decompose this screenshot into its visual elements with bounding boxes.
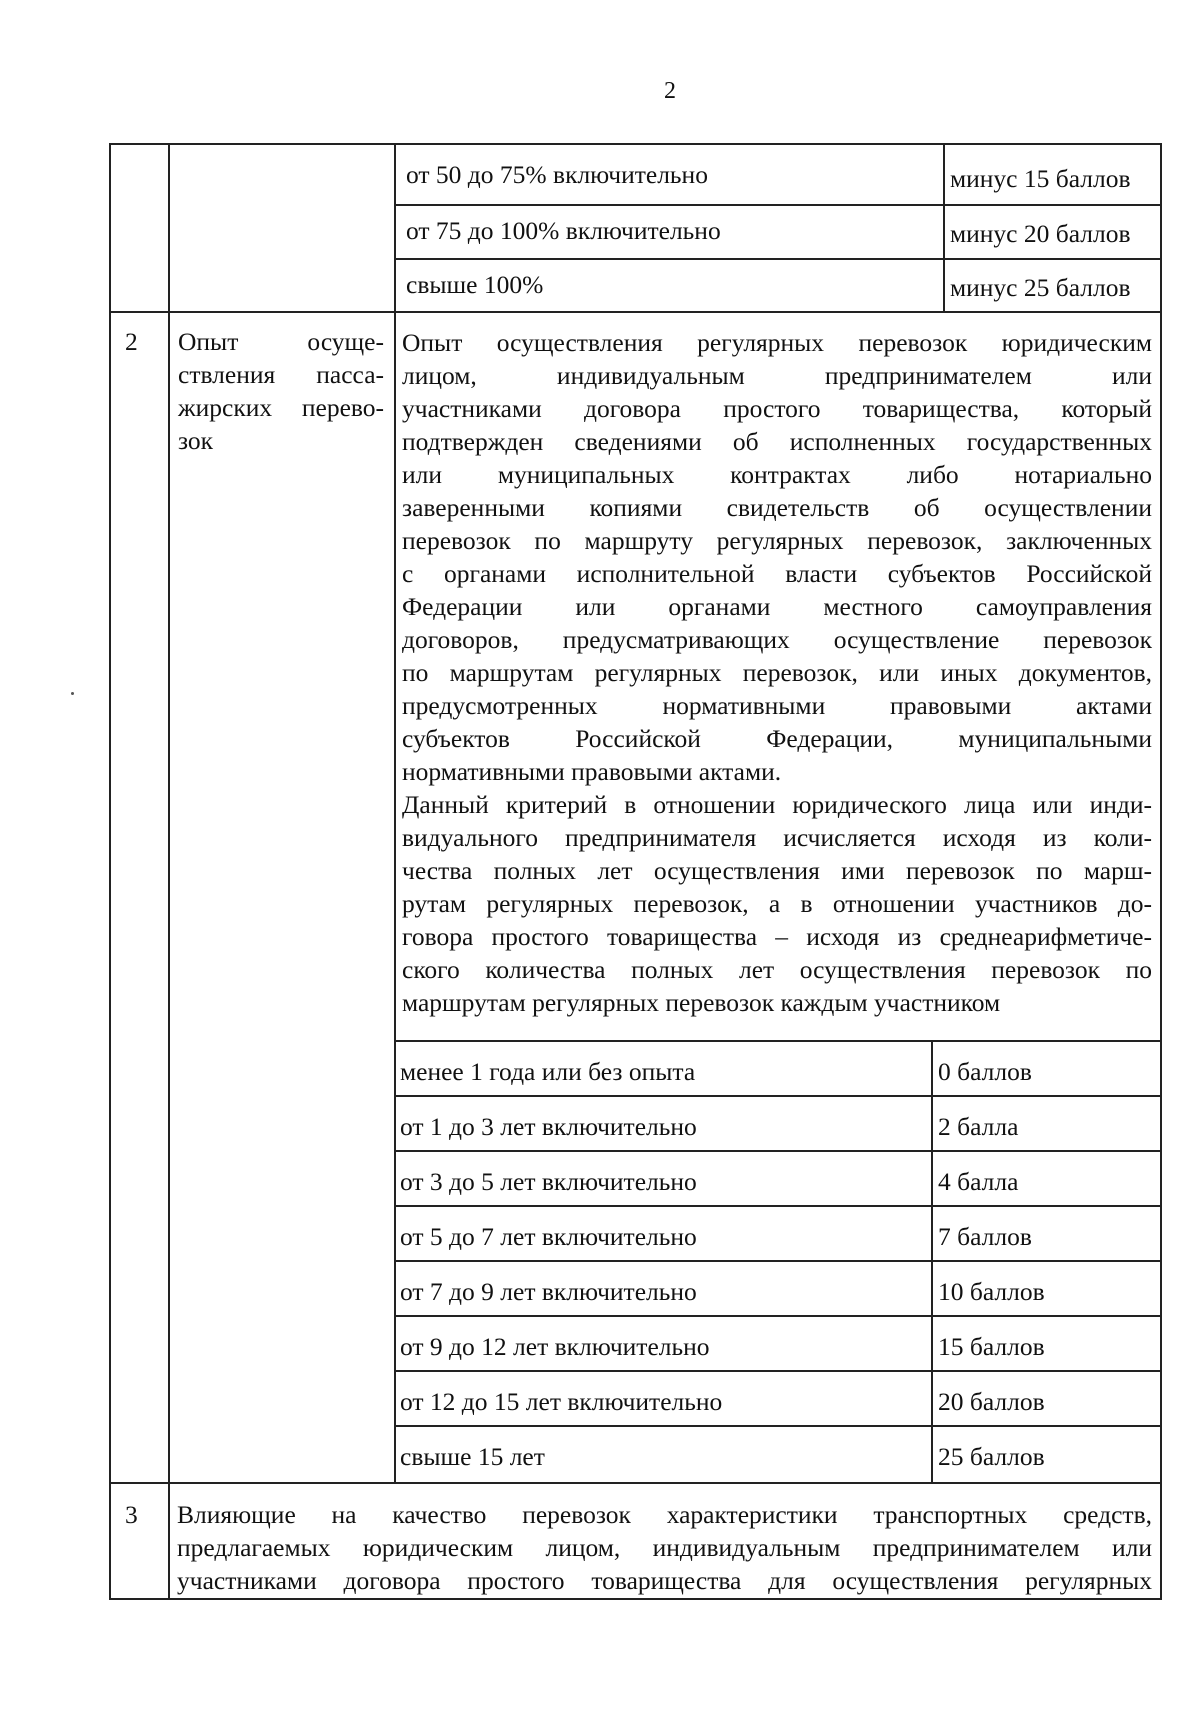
top-row-divider-2 <box>394 258 1160 260</box>
top-condition-2: от 75 до 100% включительно <box>406 216 721 245</box>
top-condition-1: от 50 до 75% включительно <box>406 160 708 189</box>
note-line: маршрутам регулярных перевозок каждым участником <box>402 988 1001 1017</box>
table-bottom-border <box>111 1598 1162 1600</box>
score-divider-2 <box>394 1150 1160 1152</box>
score-condition-6: от 12 до 15 лет включительно <box>400 1387 723 1416</box>
top-score-divider <box>943 143 945 311</box>
criterion-line: жирских перево- <box>178 393 384 422</box>
score-condition-0: менее 1 года или без опыта <box>400 1057 696 1086</box>
description-line: предусмотренных нормативными правовыми актами <box>402 691 1152 720</box>
note-line: рутам регулярных перевозок, а в отношении участников до- <box>402 889 1152 918</box>
row-number-3: 3 <box>125 1500 138 1529</box>
row-divider-1-2 <box>111 311 1160 313</box>
note-line: чества полных лет осуществления ими перевозок по марш- <box>402 856 1152 885</box>
description-line: договоров, предусматривающих осуществление перевозок <box>402 625 1152 654</box>
score-table-top <box>394 1040 1160 1042</box>
num-column-divider <box>168 143 170 1600</box>
score-value-5: 15 баллов <box>938 1332 1045 1361</box>
description-line: лицом, индивидуальным предпринимателем или <box>402 361 1152 390</box>
description-line: субъектов Российской Федерации, муниципальными <box>402 724 1152 753</box>
score-condition-3: от 5 до 7 лет включительно <box>400 1222 697 1251</box>
table-left-border <box>109 143 111 1600</box>
description-line: участниками договора простого товарищества, который <box>402 394 1152 423</box>
top-score-1: минус 15 баллов <box>950 164 1131 193</box>
score-value-3: 7 баллов <box>938 1222 1032 1251</box>
row3-text <box>177 1498 1152 1597</box>
note-line: говора простого товарищества – исходя из среднеарифметиче- <box>402 922 1152 951</box>
scan-speck <box>71 692 74 695</box>
top-condition-3: свыше 100% <box>406 270 544 299</box>
row-number-2: 2 <box>125 327 138 356</box>
description-line: заверенными копиями свидетельств об осуществлении <box>402 493 1152 522</box>
score-condition-7: свыше 15 лет <box>400 1442 545 1471</box>
description-line: Федерации или органами местного самоуправления <box>402 592 1152 621</box>
score-divider-5 <box>394 1315 1160 1317</box>
description-line: перевозок по маршруту регулярных перевозок, заключенных <box>402 526 1152 555</box>
note-line: ского количества полных лет осуществления перевозок по <box>402 955 1152 984</box>
criterion-line: зок <box>178 426 214 455</box>
description-line: подтвержден сведениями об исполненных государственных <box>402 427 1152 456</box>
table-right-border <box>1160 143 1162 1600</box>
top-score-3: минус 25 баллов <box>950 273 1131 302</box>
score-value-7: 25 баллов <box>938 1442 1045 1471</box>
description-line: Опыт осуществления регулярных перевозок юридическим <box>402 328 1152 357</box>
score-divider-4 <box>394 1260 1160 1262</box>
top-row-divider-1 <box>394 204 1160 206</box>
top-score-2: минус 20 баллов <box>950 219 1131 248</box>
row3-line: участниками договора простого товарищества для осуществления регулярных <box>177 1566 1152 1595</box>
score-value-6: 20 баллов <box>938 1387 1045 1416</box>
criterion-description <box>402 326 1152 1019</box>
score-condition-5: от 9 до 12 лет включительно <box>400 1332 710 1361</box>
note-line: Данный критерий в отношении юридического лица или инди- <box>402 790 1152 819</box>
score-value-1: 2 балла <box>938 1112 1019 1141</box>
score-divider-1 <box>394 1095 1160 1097</box>
row3-line: предлагаемых юридическим лицом, индивидуальным предпринимателем или <box>177 1533 1152 1562</box>
note-line: видуального предпринимателя исчисляется исходя из коли- <box>402 823 1152 852</box>
row-divider-2-3 <box>111 1482 1160 1484</box>
score-value-0: 0 баллов <box>938 1057 1032 1086</box>
description-line: с органами исполнительной власти субъектов Российской <box>402 559 1152 588</box>
description-line: нормативными правовыми актами. <box>402 757 782 786</box>
description-line: или муниципальных контрактах либо нотариально <box>402 460 1152 489</box>
table-top-border <box>111 143 1162 145</box>
score-value-2: 4 балла <box>938 1167 1019 1196</box>
row3-line: Влияющие на качество перевозок характеристики транспортных средств, <box>177 1500 1152 1529</box>
score-value-4: 10 баллов <box>938 1277 1045 1306</box>
criterion-line: Опыт осуще- <box>178 327 384 356</box>
criterion-line: ствления пасса- <box>178 360 384 389</box>
criterion-column-divider <box>394 143 396 1483</box>
score-divider-7 <box>394 1425 1160 1427</box>
score-condition-1: от 1 до 3 лет включительно <box>400 1112 697 1141</box>
criterion-cell <box>178 325 384 457</box>
description-line: по маршрутам регулярных перевозок, или иных документов, <box>402 658 1152 687</box>
score-condition-2: от 3 до 5 лет включительно <box>400 1167 697 1196</box>
page-number: 2 <box>664 78 676 104</box>
score-divider-6 <box>394 1370 1160 1372</box>
score-divider-3 <box>394 1205 1160 1207</box>
score-condition-4: от 7 до 9 лет включительно <box>400 1277 697 1306</box>
